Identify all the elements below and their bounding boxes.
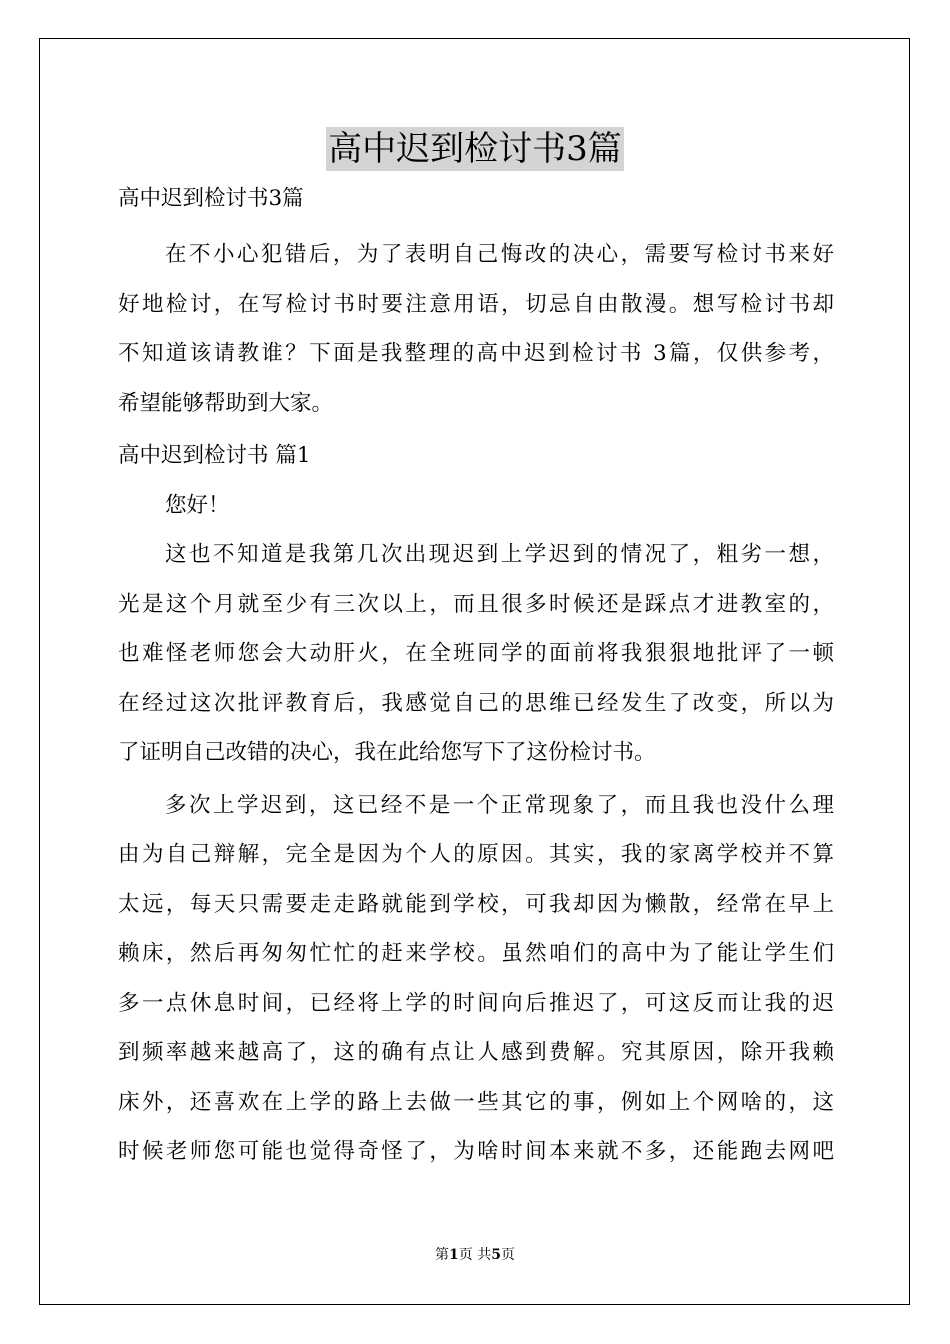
- paragraph-line: 也难怪老师您会大动肝火，在全班同学的面前将我狠狠地批评了一顿: [118, 641, 834, 666]
- page-number-middle: 页 共: [458, 1247, 492, 1263]
- paragraph-line: 在经过这次批评教育后，我感觉自己的思维已经发生了改变，所以为: [118, 690, 834, 716]
- paragraph-line: 希望能够帮助到大家。: [118, 390, 334, 416]
- paragraph-line: 不知道该请教谁？下面是我整理的高中迟到检讨书 3篇，仅供参考，: [118, 341, 834, 366]
- paragraph-line: 了证明自己改错的决心，我在此给您写下了这份检讨书。: [118, 740, 656, 765]
- section-heading: 高中迟到检讨书 篇1: [118, 443, 311, 468]
- paragraph-line: 床外，还喜欢在上学的路上去做一些其它的事，例如上个网啥的，这: [118, 1089, 834, 1115]
- page-number-prefix: 第: [435, 1247, 450, 1263]
- document-title: 高中迟到检讨书3篇: [328, 129, 622, 169]
- body-paragraph-2: [118, 781, 834, 1177]
- greeting: 您好！: [165, 492, 230, 518]
- document-subtitle: 高中迟到检讨书3篇: [118, 186, 304, 211]
- paragraph-line: 在不小心犯错后，为了表明自己悔改的决心，需要写检讨书来好: [165, 242, 834, 267]
- page-footer: [0, 1245, 950, 1265]
- paragraph-line: 光是这个月就至少有三次以上，而且很多时候还是踩点才进教室的，: [118, 591, 834, 617]
- document-body: [118, 179, 834, 1180]
- title-area: [0, 127, 950, 171]
- paragraph-line: 时候老师您可能也觉得奇怪了，为啥时间本来就不多，还能跑去网吧: [118, 1139, 834, 1164]
- body-paragraph-1: [118, 530, 834, 778]
- paragraph-line: 太远，每天只需要走走路就能到学校，可我却因为懒散，经常在早上: [118, 891, 834, 917]
- paragraph-line: 由为自己辩解，完全是因为个人的原因。其实，我的家离学校并不算: [118, 842, 834, 867]
- paragraph-line: 这也不知道是我第几次出现迟到上学迟到的情况了，粗劣一想，: [165, 542, 834, 567]
- paragraph-line: 好地检讨，在写检讨书时要注意用语，切忌自由散漫。想写检讨书却: [118, 291, 834, 317]
- paragraph-line: 多一点休息时间，已经将上学的时间向后推迟了，可这反而让我的迟: [118, 990, 834, 1016]
- total-page-count: 5: [491, 1247, 501, 1263]
- page-number-suffix: 页: [500, 1247, 515, 1263]
- paragraph-line: 多次上学迟到，这已经不是一个正常现象了，而且我也没什么理: [165, 792, 834, 818]
- current-page-number: 1: [449, 1247, 459, 1263]
- intro-paragraph: [118, 230, 834, 428]
- paragraph-line: 到频率越来越高了，这的确有点让人感到费解。究其原因，除开我赖: [118, 1040, 834, 1065]
- paragraph-line: 赖床，然后再匆匆忙忙的赶来学校。虽然咱们的高中为了能让学生们: [118, 941, 834, 966]
